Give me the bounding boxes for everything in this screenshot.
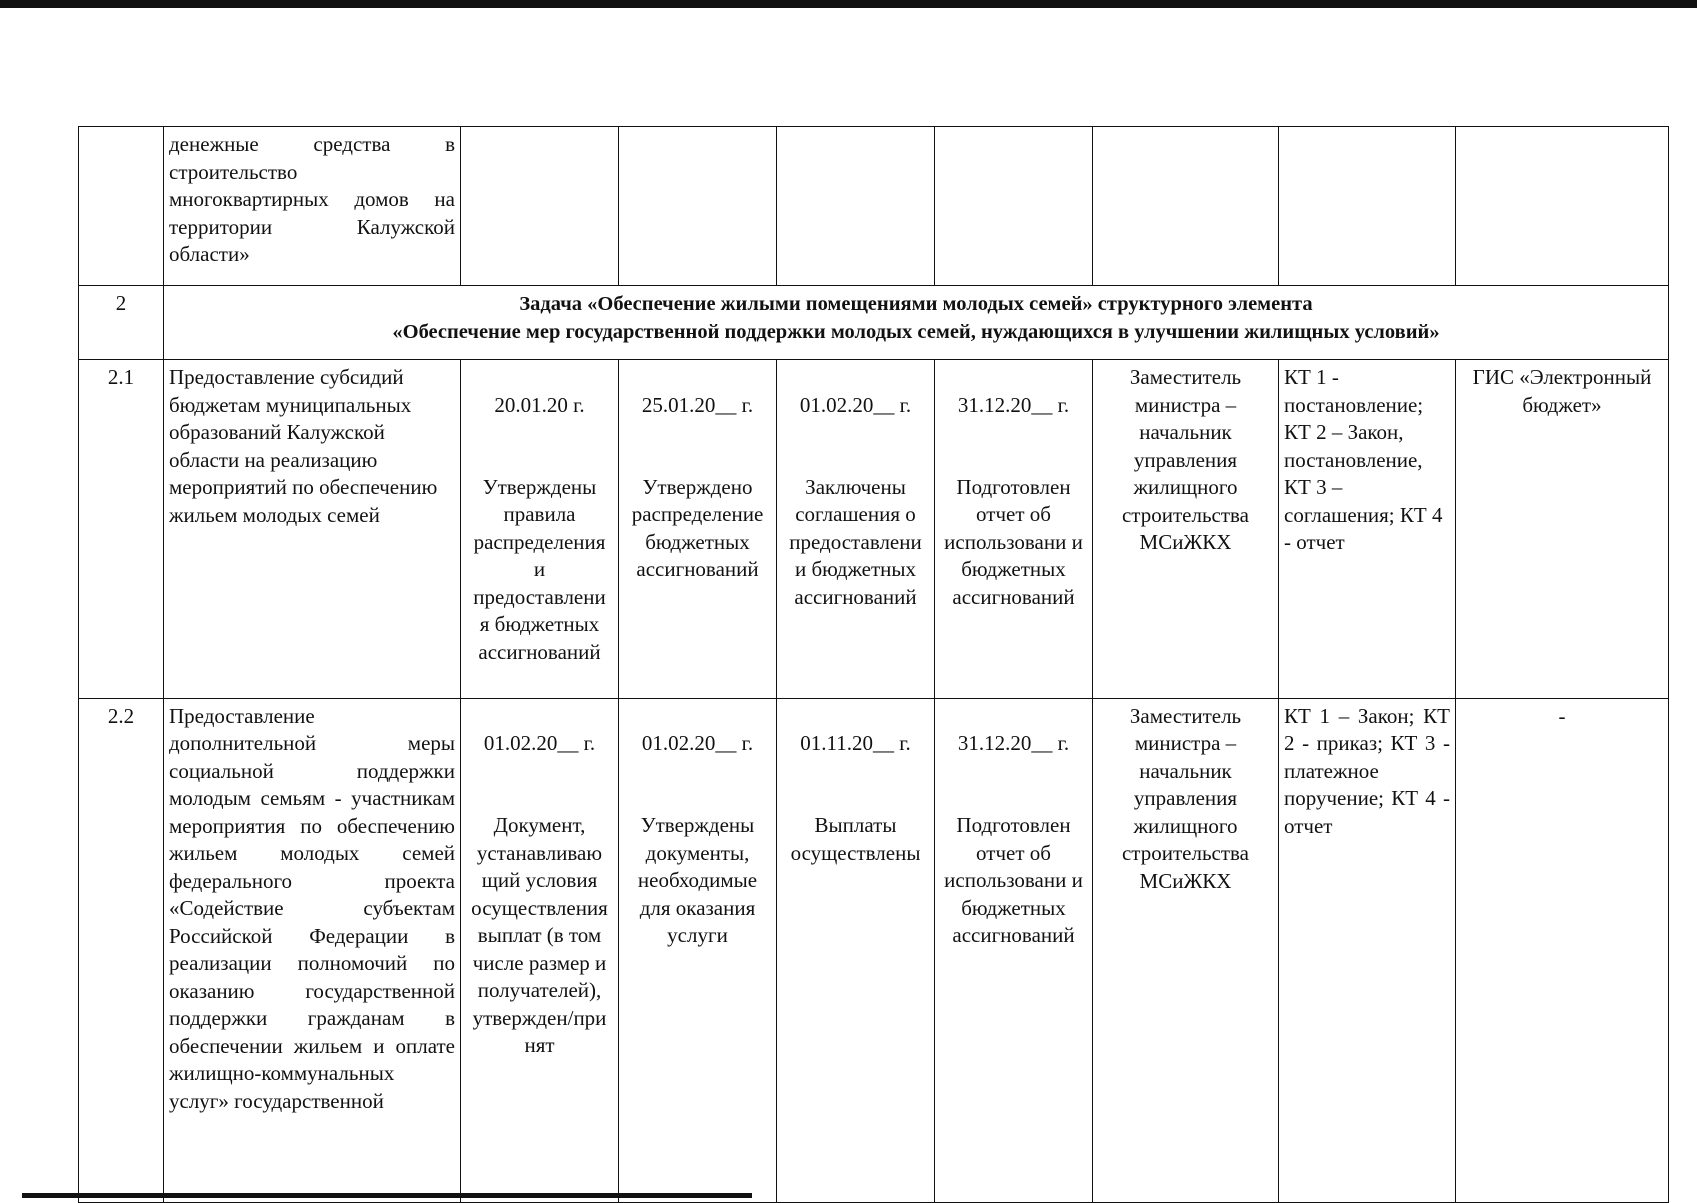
control-point-2	[619, 698, 777, 1202]
responsible-person: Заместитель министра – начальник управления жилищного строительства МСиЖКХ	[1093, 698, 1279, 1202]
control-point-date: 25.01.20__ г.	[641, 392, 754, 417]
empty-cell	[777, 127, 935, 286]
empty-cell	[1279, 127, 1456, 286]
control-point-text: Подготовлен отчет об использовани и бюджетных ассигнований	[944, 813, 1083, 947]
task-title-line-1: Задача «Обеспечение жилыми помещениями молодых семей» структурного элемента	[519, 293, 1313, 315]
scan-border-bottom	[22, 1193, 752, 1198]
control-point-date: 01.02.20__ г.	[799, 392, 912, 417]
scan-border-top	[0, 0, 1697, 8]
responsible-person: Заместитель министра – начальник управления жилищного строительства МСиЖКХ	[1093, 360, 1279, 699]
row-number: 2.2	[79, 698, 164, 1202]
control-point-3	[777, 698, 935, 1202]
control-point-1	[461, 698, 619, 1202]
empty-cell	[1093, 127, 1279, 286]
event-name: Предоставление субсидий бюджетам муниципальных образований Калужской области на реализацию мероприятий по обеспечению жильем молодых семей	[164, 360, 461, 699]
empty-cell	[619, 127, 777, 286]
control-point-4	[935, 360, 1093, 699]
table-row	[79, 360, 1669, 699]
control-point-date: 31.12.20__ г.	[957, 392, 1070, 417]
control-point-3	[777, 360, 935, 699]
task-title-line-2: «Обеспечение мер государственной поддержки молодых семей, нуждающихся в улучшении жилищных условий»	[392, 321, 1440, 343]
control-point-date: 01.02.20__ г.	[483, 731, 596, 755]
confirming-documents: КТ 1 - постановление; КТ 2 – Закон, постановление, КТ 3 – соглашения; КТ 4 - отчет	[1279, 360, 1456, 699]
control-points-table	[78, 126, 1669, 1203]
control-point-text: Подготовлен отчет об использовани и бюджетных ассигнований	[944, 474, 1083, 609]
control-point-date: 01.11.20__ г.	[800, 731, 911, 755]
empty-cell	[1456, 127, 1669, 286]
control-point-date: 31.12.20__ г.	[957, 731, 1070, 755]
control-point-text: Утверждены правила распределения и предоставлени я бюджетных ассигнований	[473, 474, 606, 664]
control-point-date: 01.02.20__ г.	[641, 731, 754, 755]
table-row-continued	[79, 127, 1669, 286]
task-number: 2	[79, 286, 164, 360]
control-point-text: Утверждено распределение бюджетных ассигнований	[631, 474, 764, 581]
event-name-cell: денежные средства в строительство многоквартирных домов на территории Калужской области»	[164, 127, 461, 286]
information-system: -	[1456, 698, 1669, 1202]
confirming-documents: КТ 1 – Закон; КТ 2 - приказ; КТ 3 - платежное поручение; КТ 4 - отчет	[1279, 698, 1456, 1202]
control-point-text: Выплаты осуществлены	[790, 813, 921, 865]
table-row	[79, 698, 1669, 1202]
empty-cell	[461, 127, 619, 286]
control-point-text: Документ, устанавливаю щий условия осуществления выплат (в том числе размер и получателей), утвержден/при нят	[471, 813, 608, 1057]
control-point-date: 20.01.20 г.	[494, 392, 585, 417]
control-point-text: Заключены соглашения о предоставлени и бюджетных ассигнований	[789, 474, 922, 609]
task-title	[164, 286, 1669, 360]
empty-cell	[935, 127, 1093, 286]
control-point-1	[461, 360, 619, 699]
control-point-4	[935, 698, 1093, 1202]
event-name: Предоставление дополнительной меры социальной поддержки молодым семьям - участникам мероприятия по обеспечению жильем молодых семей федерального проекта «Содействие субъектам Российской Федерации в реализации полномочий по оказанию государственной поддержки гражданам в обеспечении жильем и оплате жилищно-коммунальных услуг» государственной	[164, 698, 461, 1202]
task-row	[79, 286, 1669, 360]
control-point-text: Утверждены документы, необходимые для оказания услуги	[637, 813, 758, 947]
row-number: 2.1	[79, 360, 164, 699]
control-point-2	[619, 360, 777, 699]
information-system: ГИС «Электронный бюджет»	[1456, 360, 1669, 699]
row-number-cell	[79, 127, 164, 286]
